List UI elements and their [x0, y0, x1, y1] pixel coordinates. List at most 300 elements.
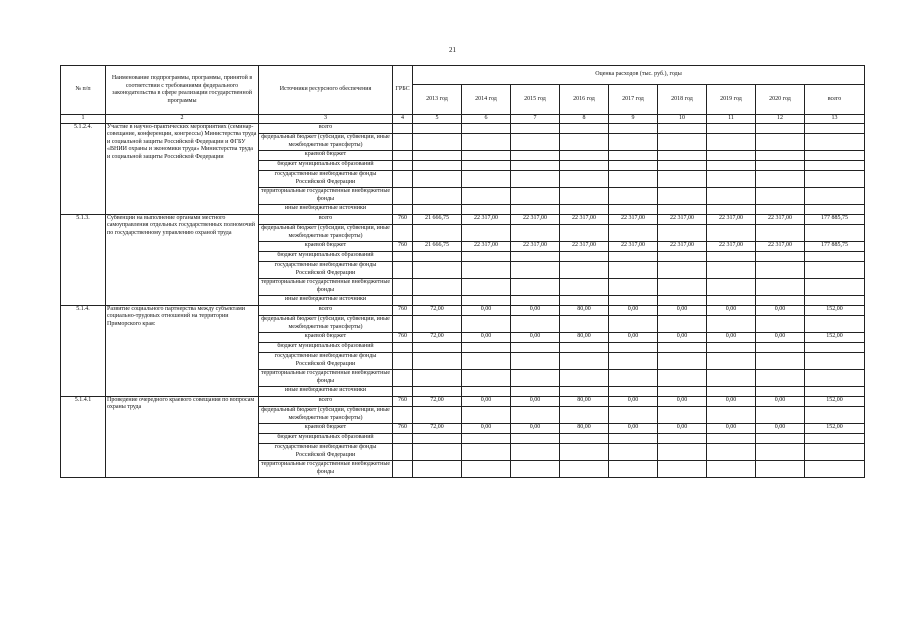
row-value [756, 187, 805, 204]
row-value [609, 295, 658, 305]
row-source: территориальные государственные внебюджетные фонды [259, 187, 393, 204]
row-value: 152,00 [805, 332, 865, 342]
row-value [707, 150, 756, 160]
row-value [707, 133, 756, 150]
row-value [511, 160, 560, 170]
row-value [805, 386, 865, 396]
row-grbs [393, 315, 413, 332]
row-value [609, 443, 658, 460]
row-value [560, 295, 609, 305]
row-value [658, 342, 707, 352]
row-value [805, 433, 865, 443]
row-value: 22 317,00 [560, 214, 609, 224]
row-value [609, 170, 658, 187]
row-value [805, 224, 865, 241]
row-value [462, 369, 511, 386]
header-source: Источники ресурсного обеспечения [259, 66, 393, 115]
row-value [805, 133, 865, 150]
row-value: 72,00 [413, 332, 462, 342]
header-year: 2020 год [756, 85, 805, 115]
row-value [756, 170, 805, 187]
header-year: 2019 год [707, 85, 756, 115]
row-value [511, 204, 560, 214]
row-source: государственные внебюджетные фонды Российской Федерации [259, 261, 393, 278]
row-value [462, 443, 511, 460]
row-value [609, 150, 658, 160]
header-index: 7 [511, 115, 560, 124]
row-value [756, 460, 805, 477]
row-source: иные внебюджетные источники [259, 386, 393, 396]
row-value [413, 315, 462, 332]
row-grbs [393, 406, 413, 423]
row-value [707, 386, 756, 396]
row-value [462, 160, 511, 170]
row-value: 22 317,00 [756, 241, 805, 251]
row-value: 80,00 [560, 332, 609, 342]
row-value [609, 204, 658, 214]
row-value [609, 460, 658, 477]
row-value [658, 278, 707, 295]
row-value [462, 261, 511, 278]
row-value [560, 386, 609, 396]
row-value: 0,00 [707, 396, 756, 406]
row-value [511, 123, 560, 133]
row-value [462, 187, 511, 204]
row-value [805, 261, 865, 278]
row-value [658, 170, 707, 187]
row-source: краевой бюджет [259, 150, 393, 160]
row-source: бюджет муниципальных образований [259, 342, 393, 352]
row-value: 22 317,00 [756, 214, 805, 224]
row-value: 22 317,00 [462, 241, 511, 251]
expense-table [60, 65, 865, 478]
row-value: 0,00 [658, 305, 707, 315]
row-value [462, 352, 511, 369]
row-value: 0,00 [609, 305, 658, 315]
row-value [658, 187, 707, 204]
header-year: 2014 год [462, 85, 511, 115]
row-value [707, 433, 756, 443]
header-index: 8 [560, 115, 609, 124]
row-value [511, 406, 560, 423]
header-grbs: ГРБС [393, 66, 413, 115]
row-value [658, 443, 707, 460]
header-index: 2 [106, 115, 259, 124]
row-value [707, 187, 756, 204]
row-value [756, 278, 805, 295]
row-value: 0,00 [462, 396, 511, 406]
row-value [609, 187, 658, 204]
row-value: 22 317,00 [658, 241, 707, 251]
row-value [413, 342, 462, 352]
row-value [805, 369, 865, 386]
row-value [560, 123, 609, 133]
header-index: 1 [61, 115, 106, 124]
row-source: государственные внебюджетные фонды Российской Федерации [259, 443, 393, 460]
row-grbs [393, 278, 413, 295]
row-value [413, 170, 462, 187]
row-value [609, 123, 658, 133]
row-value: 0,00 [511, 332, 560, 342]
row-value [658, 352, 707, 369]
row-source: федеральный бюджет (субсидии, субвенции, иные межбюджетные трансферты) [259, 315, 393, 332]
row-value [707, 460, 756, 477]
row-value [511, 224, 560, 241]
row-source: территориальные государственные внебюджетные фонды [259, 278, 393, 295]
row-value [413, 369, 462, 386]
row-value [658, 386, 707, 396]
row-value: 0,00 [658, 423, 707, 433]
row-value [462, 224, 511, 241]
row-value [805, 187, 865, 204]
row-value [756, 251, 805, 261]
row-value [756, 352, 805, 369]
row-value [462, 170, 511, 187]
row-value [658, 315, 707, 332]
row-value [756, 369, 805, 386]
row-value [707, 406, 756, 423]
row-value [609, 251, 658, 261]
row-value [805, 251, 865, 261]
row-value [756, 160, 805, 170]
row-source: территориальные государственные внебюджетные фонды [259, 460, 393, 477]
row-value [511, 460, 560, 477]
row-value [511, 150, 560, 160]
row-grbs [393, 123, 413, 133]
row-value: 0,00 [462, 332, 511, 342]
header-index: 12 [756, 115, 805, 124]
row-source: территориальные государственные внебюджетные фонды [259, 369, 393, 386]
row-grbs [393, 369, 413, 386]
header-year: 2018 год [658, 85, 707, 115]
row-value [609, 160, 658, 170]
row-value [462, 251, 511, 261]
row-name: Проведение очередного краевого совещания по вопросам охраны труда [106, 396, 259, 477]
row-value [413, 460, 462, 477]
header-year: всего [805, 85, 865, 115]
row-value [658, 460, 707, 477]
table-row [61, 305, 865, 315]
row-value [805, 160, 865, 170]
row-value [511, 261, 560, 278]
row-value [511, 342, 560, 352]
row-value [560, 278, 609, 295]
row-value [413, 278, 462, 295]
row-value [511, 352, 560, 369]
header-index: 10 [658, 115, 707, 124]
row-value: 72,00 [413, 396, 462, 406]
row-value [511, 170, 560, 187]
row-value [707, 315, 756, 332]
row-value [511, 278, 560, 295]
row-source: краевой бюджет [259, 423, 393, 433]
row-grbs [393, 261, 413, 278]
row-value [658, 406, 707, 423]
row-value [560, 261, 609, 278]
row-value [707, 170, 756, 187]
row-value [609, 278, 658, 295]
row-value [560, 433, 609, 443]
row-value [756, 315, 805, 332]
row-value [609, 386, 658, 396]
row-value [560, 342, 609, 352]
row-value: 72,00 [413, 423, 462, 433]
row-value [609, 352, 658, 369]
row-value [511, 295, 560, 305]
header-num: № п/п [61, 66, 106, 115]
row-value: 0,00 [462, 423, 511, 433]
row-grbs [393, 160, 413, 170]
row-grbs: 760 [393, 396, 413, 406]
row-value: 0,00 [707, 332, 756, 342]
row-value: 0,00 [609, 332, 658, 342]
table-row [61, 123, 865, 133]
row-name: Участие в научно-практических мероприятиях (семинар-совещание, конференции, конгрессы) Министерства труда и социальной защиты Российской Федерации и ФГБУ «ВНИИ охраны и экономики труда» Министерства труда и социальной защиты Российской Федерации [106, 123, 259, 214]
row-grbs [393, 352, 413, 369]
row-value: 0,00 [658, 332, 707, 342]
row-value [658, 295, 707, 305]
row-value: 0,00 [511, 423, 560, 433]
row-value [609, 433, 658, 443]
row-value: 22 317,00 [560, 241, 609, 251]
row-value [413, 443, 462, 460]
row-source: федеральный бюджет (субсидии, субвенции, иные межбюджетные трансферты) [259, 133, 393, 150]
row-value [462, 123, 511, 133]
row-value [658, 369, 707, 386]
row-value: 72,00 [413, 305, 462, 315]
row-value [413, 133, 462, 150]
row-value [560, 369, 609, 386]
row-grbs: 760 [393, 241, 413, 251]
row-value [560, 224, 609, 241]
row-value [756, 133, 805, 150]
row-value [462, 460, 511, 477]
row-source: бюджет муниципальных образований [259, 251, 393, 261]
row-source: всего [259, 305, 393, 315]
row-grbs [393, 133, 413, 150]
row-source: краевой бюджет [259, 241, 393, 251]
row-value [413, 224, 462, 241]
header-index: 11 [707, 115, 756, 124]
row-source: бюджет муниципальных образований [259, 160, 393, 170]
row-value [511, 386, 560, 396]
row-value: 22 317,00 [609, 214, 658, 224]
header-year: 2013 год [413, 85, 462, 115]
row-value [413, 251, 462, 261]
header-index: 5 [413, 115, 462, 124]
row-value [707, 251, 756, 261]
row-value [805, 342, 865, 352]
row-value: 21 666,75 [413, 241, 462, 251]
row-value: 22 317,00 [707, 241, 756, 251]
row-value [413, 406, 462, 423]
row-value [707, 261, 756, 278]
row-value: 177 885,75 [805, 214, 865, 224]
table-row [61, 214, 865, 224]
row-value [511, 369, 560, 386]
row-value [805, 204, 865, 214]
row-value [560, 251, 609, 261]
row-value [658, 123, 707, 133]
row-value [609, 261, 658, 278]
row-value: 22 317,00 [609, 241, 658, 251]
row-source: иные внебюджетные источники [259, 204, 393, 214]
row-value [462, 406, 511, 423]
row-grbs [393, 170, 413, 187]
row-value [462, 295, 511, 305]
row-grbs [393, 460, 413, 477]
row-source: государственные внебюджетные фонды Российской Федерации [259, 352, 393, 369]
row-value: 22 317,00 [511, 214, 560, 224]
row-grbs [393, 187, 413, 204]
row-value: 0,00 [707, 423, 756, 433]
row-value [413, 150, 462, 160]
row-value [609, 342, 658, 352]
row-value: 0,00 [462, 305, 511, 315]
row-value [658, 160, 707, 170]
row-value [413, 352, 462, 369]
row-value [756, 261, 805, 278]
row-value [462, 150, 511, 160]
row-value [560, 406, 609, 423]
row-num: 5.1.4. [61, 305, 106, 396]
row-value: 0,00 [756, 423, 805, 433]
row-value [511, 187, 560, 204]
row-value: 0,00 [609, 396, 658, 406]
row-value [413, 386, 462, 396]
row-value [658, 204, 707, 214]
row-grbs [393, 342, 413, 352]
row-value: 22 317,00 [707, 214, 756, 224]
row-value: 0,00 [511, 305, 560, 315]
row-value [413, 204, 462, 214]
header-row-top [61, 66, 865, 85]
row-value [413, 187, 462, 204]
row-value [462, 342, 511, 352]
row-value [413, 433, 462, 443]
row-value [511, 433, 560, 443]
row-source: всего [259, 214, 393, 224]
row-num: 5.1.4.1 [61, 396, 106, 477]
row-value [756, 204, 805, 214]
row-source: федеральный бюджет (субсидии, субвенции, иные межбюджетные трансферты) [259, 406, 393, 423]
row-value [707, 352, 756, 369]
row-value [658, 133, 707, 150]
row-value [462, 386, 511, 396]
row-value [756, 295, 805, 305]
row-value [560, 187, 609, 204]
row-value [756, 433, 805, 443]
row-value [805, 443, 865, 460]
row-source: государственные внебюджетные фонды Российской Федерации [259, 170, 393, 187]
row-value [511, 315, 560, 332]
row-value [805, 123, 865, 133]
row-value [560, 204, 609, 214]
row-grbs [393, 150, 413, 160]
row-value [658, 251, 707, 261]
row-value [609, 224, 658, 241]
header-year: 2016 год [560, 85, 609, 115]
row-value [805, 315, 865, 332]
row-name: Развитие социального партнерства между субъектами социально-трудовых отношений на территории Приморского края: [106, 305, 259, 396]
header-index: 4 [393, 115, 413, 124]
row-value [560, 133, 609, 150]
row-value [658, 433, 707, 443]
row-source: иные внебюджетные источники [259, 295, 393, 305]
row-value: 80,00 [560, 305, 609, 315]
row-value [707, 204, 756, 214]
row-value [707, 224, 756, 241]
row-value: 0,00 [511, 396, 560, 406]
row-grbs: 760 [393, 423, 413, 433]
header-index: 9 [609, 115, 658, 124]
row-value: 22 317,00 [658, 214, 707, 224]
row-value: 80,00 [560, 396, 609, 406]
row-value [413, 160, 462, 170]
row-value: 0,00 [756, 305, 805, 315]
row-grbs [393, 251, 413, 261]
row-value [756, 224, 805, 241]
row-value [413, 295, 462, 305]
row-value [413, 261, 462, 278]
row-value: 21 666,75 [413, 214, 462, 224]
row-value [462, 315, 511, 332]
row-value [511, 251, 560, 261]
row-value [462, 204, 511, 214]
row-value [658, 261, 707, 278]
header-index: 13 [805, 115, 865, 124]
row-value: 152,00 [805, 423, 865, 433]
row-source: федеральный бюджет (субсидии, субвенции, иные межбюджетные трансферты) [259, 224, 393, 241]
row-name: Субвенции на выполнение органами местного самоуправления отдельных государственных полномочий по государственному управлению охраной труда [106, 214, 259, 305]
row-value: 0,00 [756, 396, 805, 406]
row-value [560, 315, 609, 332]
row-value [756, 150, 805, 160]
row-source: краевой бюджет [259, 332, 393, 342]
row-source: всего [259, 123, 393, 133]
row-value: 0,00 [756, 332, 805, 342]
header-name: Наименование подпрограммы, программы, принятой в соответствии с требованиями федерального законодательства в сфере реализации государственной программы [106, 66, 259, 115]
row-value: 22 317,00 [511, 241, 560, 251]
row-value [707, 443, 756, 460]
header-index: 6 [462, 115, 511, 124]
row-grbs [393, 443, 413, 460]
row-value: 80,00 [560, 423, 609, 433]
header-year: 2015 год [511, 85, 560, 115]
row-value [560, 170, 609, 187]
page-number: 21 [449, 46, 456, 54]
row-value [707, 278, 756, 295]
row-value [511, 443, 560, 460]
row-value [658, 224, 707, 241]
row-value [805, 406, 865, 423]
row-grbs [393, 295, 413, 305]
row-value [560, 443, 609, 460]
row-value [756, 443, 805, 460]
row-value [560, 150, 609, 160]
header-index-row [61, 115, 865, 124]
row-source: всего [259, 396, 393, 406]
row-value [609, 406, 658, 423]
row-value [805, 295, 865, 305]
row-value [462, 433, 511, 443]
row-value [805, 352, 865, 369]
row-value [707, 160, 756, 170]
row-value [413, 123, 462, 133]
header-index: 3 [259, 115, 393, 124]
row-value: 152,00 [805, 305, 865, 315]
row-value [462, 278, 511, 295]
